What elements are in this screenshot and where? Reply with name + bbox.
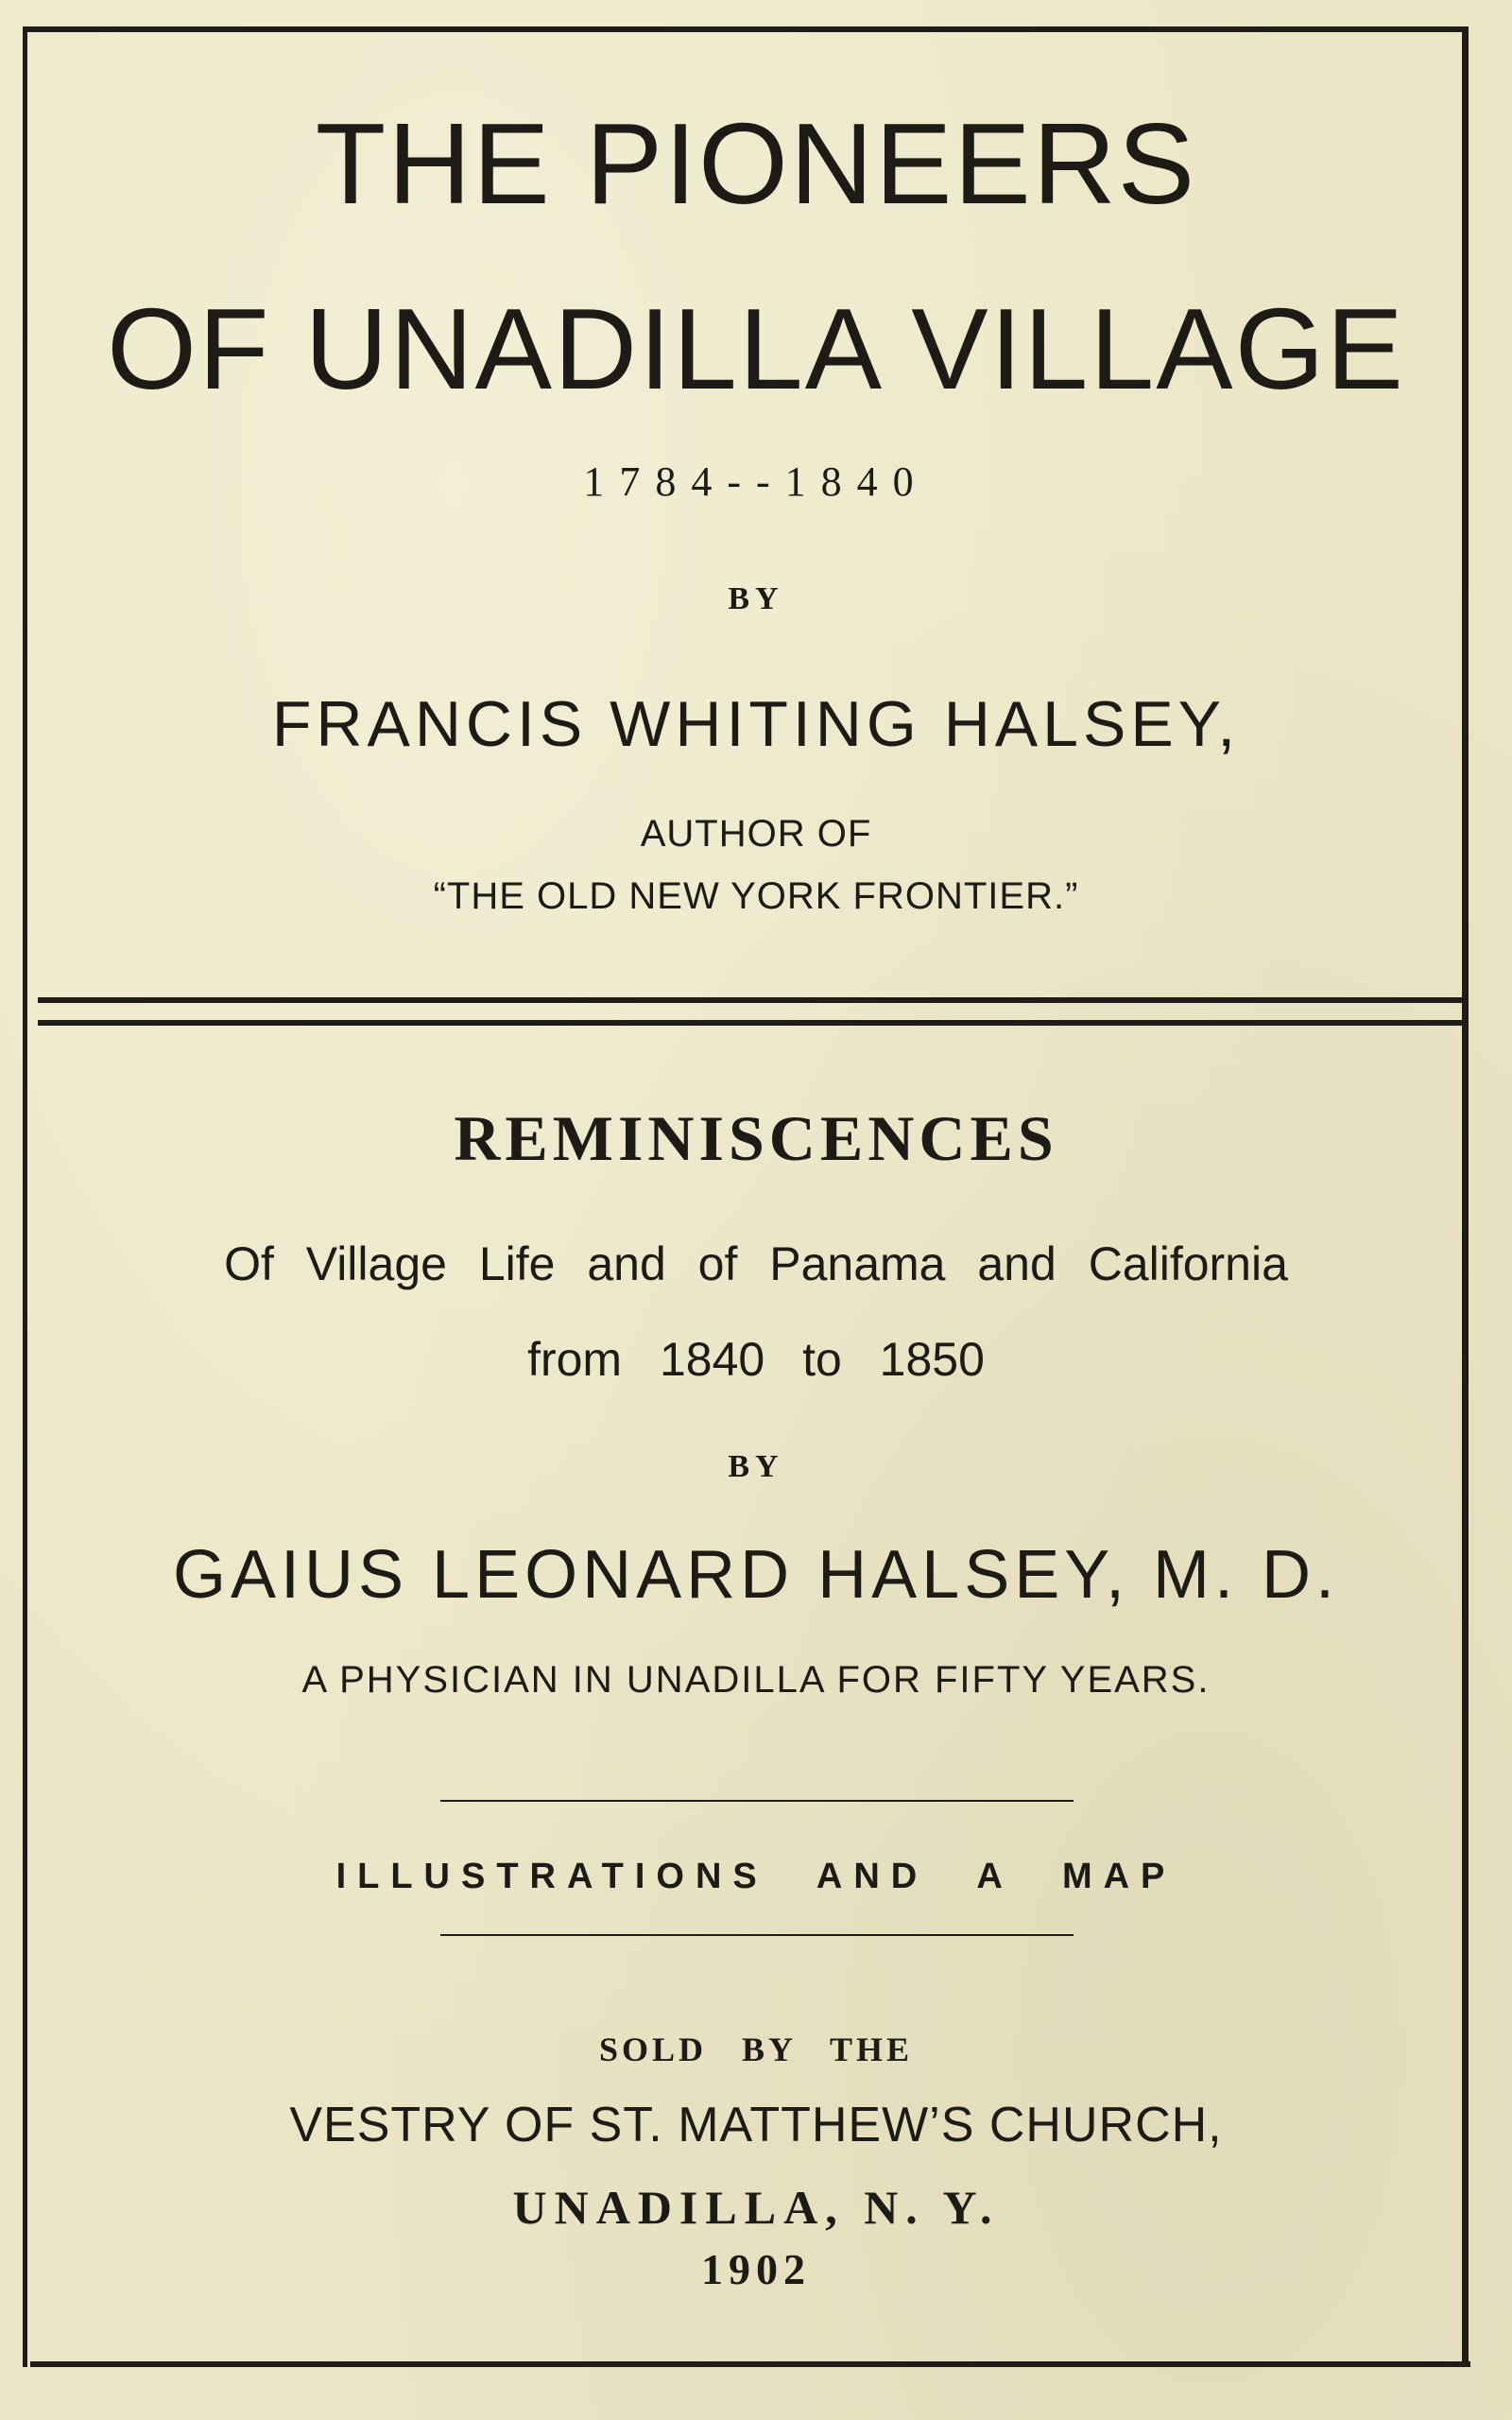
frame-bottom-rule: [30, 2361, 1470, 2367]
title-line-2: OF UNADILLA VILLAGE: [107, 285, 1405, 413]
title-dates: 1784--1840: [583, 458, 929, 505]
seller-name: VESTRY OF ST. MATTHEW’S CHURCH,: [289, 2098, 1223, 2152]
publication-place: UNADILLA, N. Y.: [512, 2181, 1000, 2234]
section-divider-upper: [38, 997, 1469, 1003]
title-line-1: THE PIONEERS: [315, 99, 1197, 228]
reminiscences-subtitle-line-2: from 1840 to 1850: [527, 1333, 985, 1386]
reminiscences-heading: REMINISCENCES: [454, 1102, 1058, 1174]
illustrations-note: ILLUSTRATIONS AND A MAP: [335, 1857, 1177, 1896]
reminiscences-subtitle-line-1: Of Village Life and of Panama and California: [224, 1237, 1288, 1290]
illustrations-rule-top: [440, 1800, 1074, 1802]
frame-top-rule: [23, 26, 1465, 32]
publication-year: 1902: [701, 2245, 811, 2293]
previous-work-title: “THE OLD NEW YORK FRONTIER.”: [433, 875, 1079, 917]
by-label-first: BY: [728, 581, 784, 616]
second-author-name: GAIUS LEONARD HALSEY, M. D.: [173, 1537, 1339, 1613]
sold-by-label: SOLD BY THE: [598, 2031, 914, 2068]
first-author-name: FRANCIS WHITING HALSEY,: [271, 688, 1241, 760]
second-author-note: A PHYSICIAN IN UNADILLA FOR FIFTY YEARS.: [301, 1659, 1211, 1701]
by-label-second: BY: [728, 1449, 784, 1484]
illustrations-rule-bottom: [440, 1934, 1074, 1936]
section-divider-lower: [38, 1020, 1469, 1026]
author-of-label: AUTHOR OF: [640, 813, 872, 855]
